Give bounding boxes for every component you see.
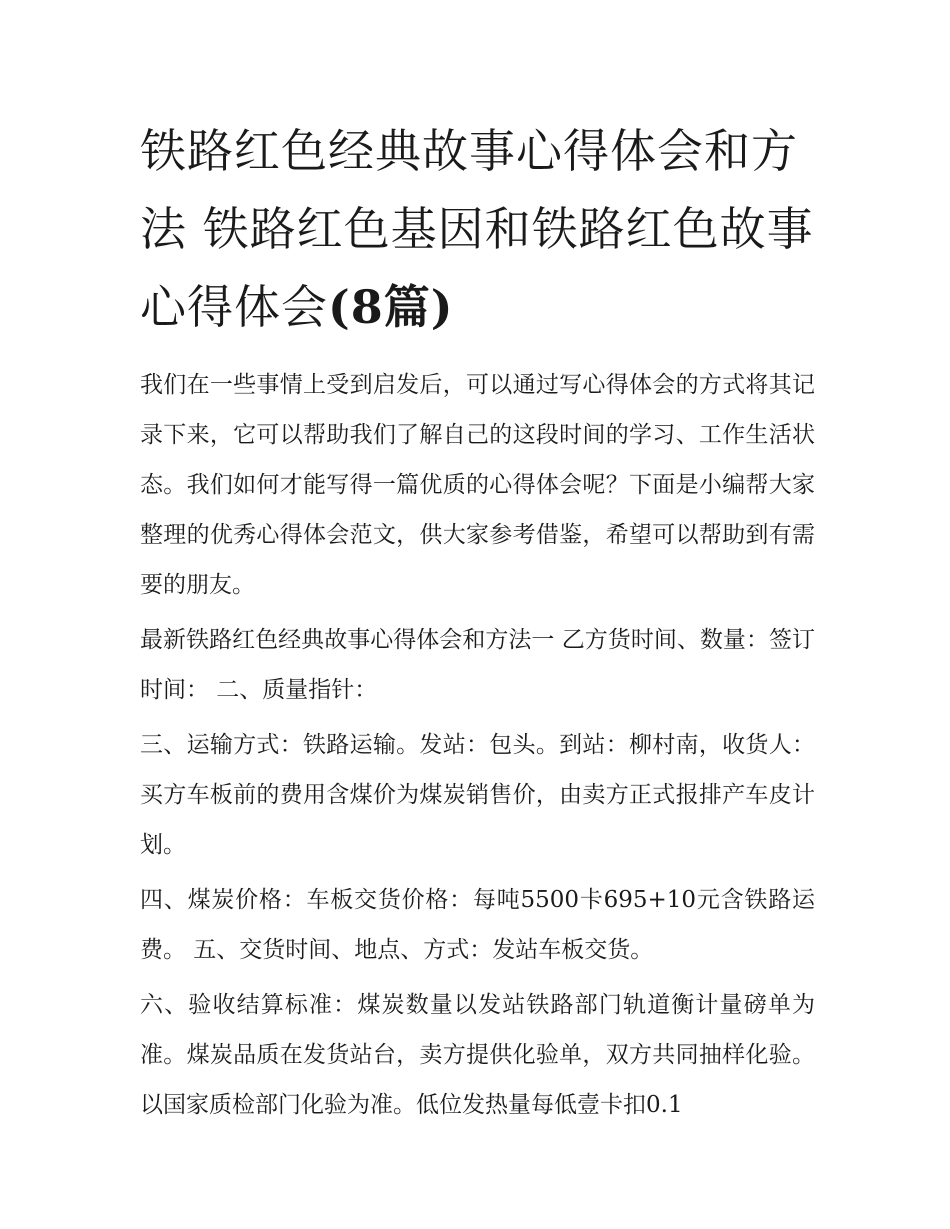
title-suffix: (8篇) [328, 280, 454, 334]
document-page [140, 112, 815, 1135]
paragraph-item: 三、运输方式：铁路运输。发站：包头。到站：柳村南，收货人：买方车板前的费用含煤价为煤炭销售价，由卖方正式报排产车皮计划。 [140, 732, 815, 858]
title-main: 铁路红色经典故事心得体会和方法 铁路红色基因和铁路红色故事心得体会 [140, 124, 814, 334]
intro-paragraph: 我们在一些事情上受到启发后，可以通过写心得体会的方式将其记录下来，它可以帮助我们了解自己的这段时间的学习、工作生活状态。我们如何才能写得一篇优质的心得体会呢？下面是小编帮大家整理的优秀心得体会范文，供大家参考借鉴，希望可以帮助到有需要的朋友。 [140, 372, 815, 598]
paragraph-item: 六、验收结算标准：煤炭数量以发站铁路部门轨道衡计量磅单为准。煤炭品质在发货站台，卖方提供化验单，双方共同抽样化验。以国家质检部门化验为准。低位发热量每低壹卡扣0.1 [140, 992, 815, 1118]
document-title [140, 112, 815, 346]
paragraph-item: 最新铁路红色经典故事心得体会和方法一 乙方货时间、数量：签订时间： 二、质量指针： [140, 627, 815, 703]
paragraph-item: 四、煤炭价格：车板交货价格：每吨5500卡695+10元含铁路运费。 五、交货时间、地点、方式：发站车板交货。 [140, 887, 815, 963]
